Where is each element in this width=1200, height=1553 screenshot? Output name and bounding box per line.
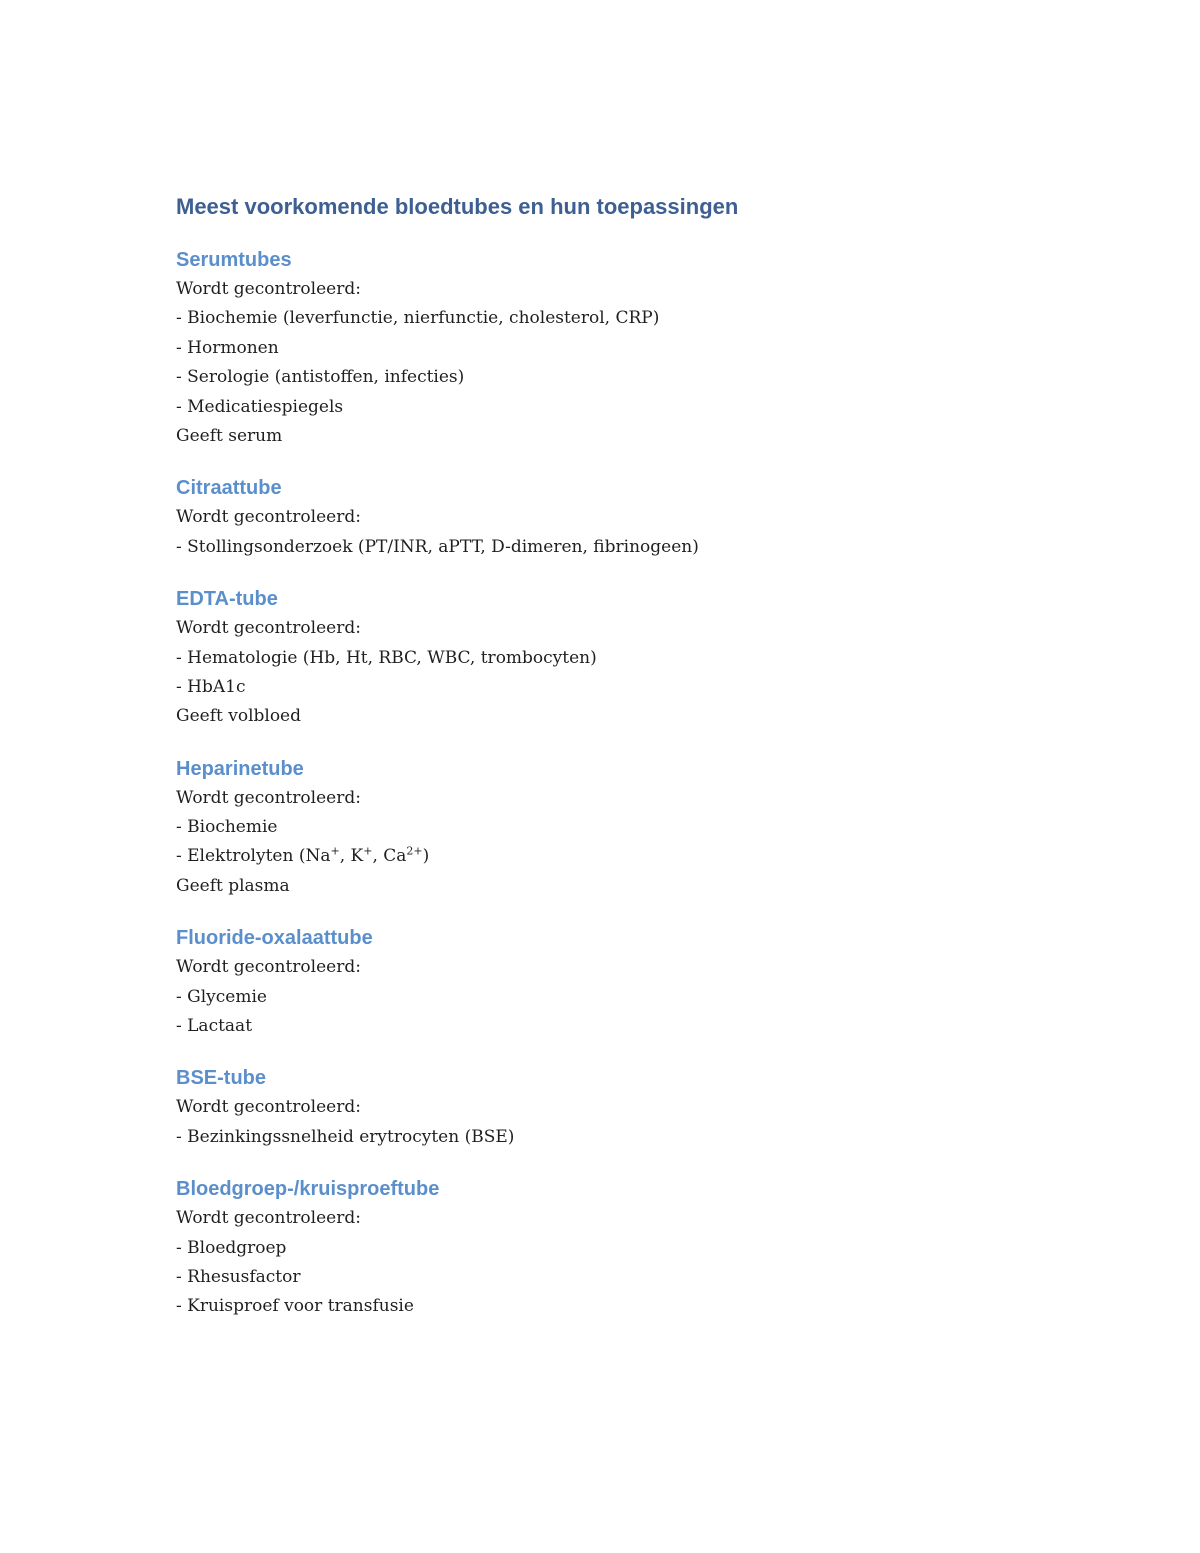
section-heading: Serumtubes bbox=[176, 249, 292, 271]
text-line: Wordt gecontroleerd: bbox=[176, 507, 361, 528]
list-item: - Rhesusfactor bbox=[176, 1266, 301, 1287]
section-citraattube bbox=[176, 473, 1036, 562]
list-item: - Hormonen bbox=[176, 337, 279, 358]
list-item: - Hematologie (Hb, Ht, RBC, WBC, trombocyten) bbox=[176, 647, 597, 668]
section-heading: Bloedgroep-/kruisproeftube bbox=[176, 1178, 440, 1201]
text-line: Geeft serum bbox=[176, 425, 283, 446]
text-line: Wordt gecontroleerd: bbox=[176, 787, 361, 808]
text-line: Geeft plasma bbox=[176, 875, 290, 896]
text-run: ) bbox=[422, 846, 430, 867]
document-page bbox=[176, 191, 1036, 1322]
list-item: - Serologie (antistoffen, infecties) bbox=[176, 367, 465, 388]
text-line: Geeft volbloed bbox=[176, 706, 302, 727]
section-heading: EDTA-tube bbox=[176, 588, 278, 611]
list-item: - HbA1c bbox=[176, 676, 246, 697]
section-heading: Heparinetube bbox=[176, 757, 304, 780]
list-item: - Glycemie bbox=[176, 986, 267, 1007]
text-line: Wordt gecontroleerd: bbox=[176, 1208, 361, 1229]
section-bloedgroep-kruisproeftube bbox=[176, 1174, 1036, 1322]
list-item: - Stollingsonderzoek (PT/INR, aPTT, D-dimeren, fibrinogeen) bbox=[176, 536, 699, 557]
section-heading: Citraattube bbox=[176, 477, 282, 500]
text-run: , Ca bbox=[372, 846, 407, 867]
section-fluoride-oxalaattube bbox=[176, 923, 1036, 1041]
section-serumtubes bbox=[176, 245, 1036, 451]
list-item: - Bezinkingssnelheid erytrocyten (BSE) bbox=[176, 1126, 515, 1147]
list-item: - Biochemie bbox=[176, 817, 278, 838]
superscript: 2+ bbox=[406, 844, 423, 858]
list-item: - Medicatiespiegels bbox=[176, 396, 344, 417]
section-heparinetube bbox=[176, 754, 1036, 902]
list-item: - Biochemie (leverfunctie, nierfunctie, cholesterol, CRP) bbox=[176, 308, 660, 329]
text-line: Wordt gecontroleerd: bbox=[176, 957, 361, 978]
list-item: - Lactaat bbox=[176, 1016, 253, 1037]
section-bse-tube bbox=[176, 1063, 1036, 1152]
list-item-electrolytes bbox=[176, 842, 1036, 871]
document-title: Meest voorkomende bloedtubes en hun toepassingen bbox=[176, 194, 739, 219]
superscript: + bbox=[330, 844, 340, 858]
text-line: Wordt gecontroleerd: bbox=[176, 279, 361, 299]
section-heading: Fluoride-oxalaattube bbox=[176, 927, 373, 950]
text-line: Wordt gecontroleerd: bbox=[176, 1097, 361, 1118]
section-edta-tube bbox=[176, 584, 1036, 732]
section-heading: BSE-tube bbox=[176, 1067, 266, 1090]
superscript: + bbox=[363, 844, 373, 858]
text-run: - Elektrolyten (Na bbox=[176, 846, 331, 867]
text-run: , K bbox=[339, 846, 364, 867]
text-line: Wordt gecontroleerd: bbox=[176, 618, 361, 639]
list-item: - Bloedgroep bbox=[176, 1237, 287, 1258]
list-item: - Kruisproef voor transfusie bbox=[176, 1296, 414, 1317]
